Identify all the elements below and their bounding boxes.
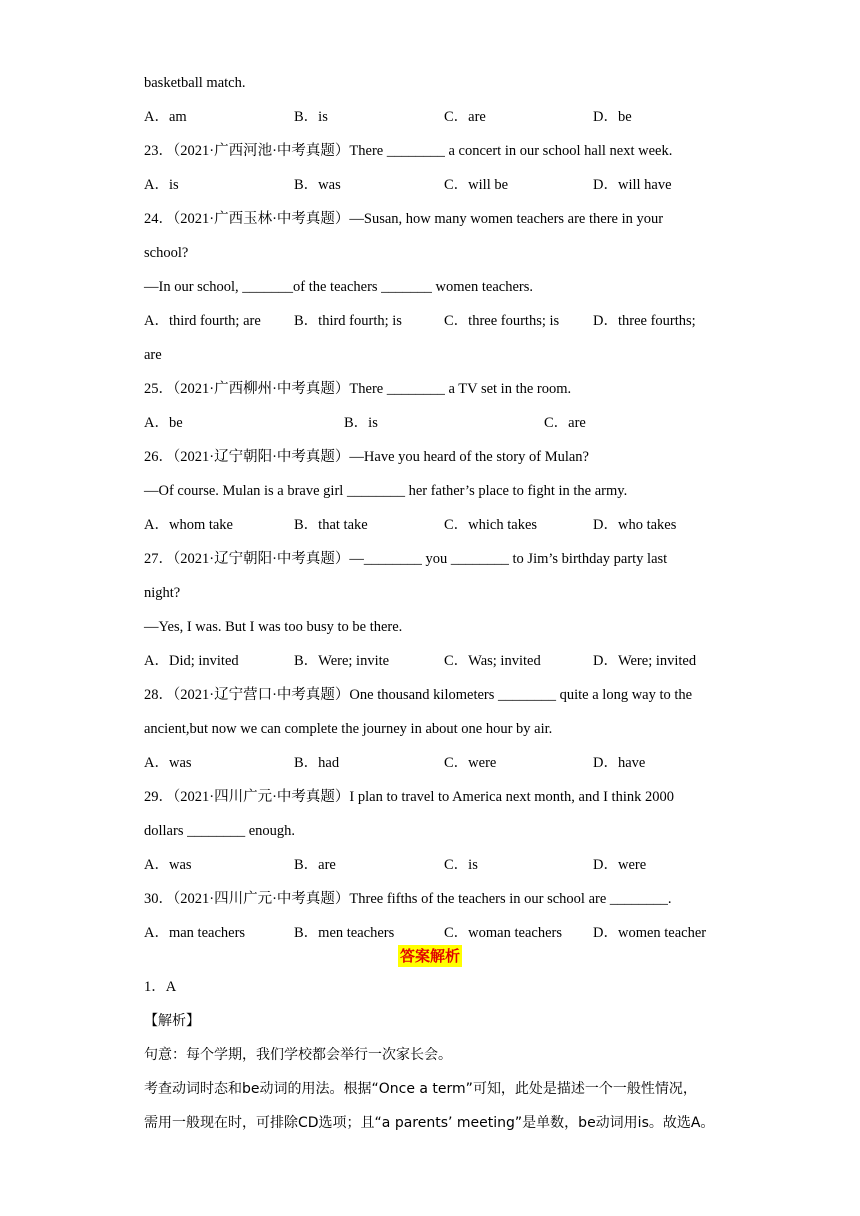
question-27: 27．（2021·辽宁朝阳·中考真题）—________ you ________ to Jim’s birthday party last	[144, 551, 668, 567]
option-c: C．is	[444, 857, 478, 873]
option-b: B．are	[294, 857, 336, 873]
option-c: C．which takes	[444, 517, 538, 533]
option-c: C．will be	[444, 177, 509, 193]
option-a: A．man teachers	[144, 925, 246, 941]
option-d: D．will have	[593, 177, 672, 193]
q27-options	[144, 644, 740, 678]
option-d: D．who takes	[593, 517, 677, 533]
option-b: B．had	[294, 755, 340, 771]
q22-continuation: basketball match.	[144, 75, 246, 91]
option-c: C．three fourths; is	[444, 313, 560, 329]
q23-options	[144, 168, 740, 202]
q26-options	[144, 508, 740, 542]
answer-section-banner	[0, 940, 860, 974]
option-b: B．is	[294, 109, 328, 125]
question-24-reply: —In our school, _______of the teachers _______ women teachers.	[144, 279, 533, 295]
option-b: B．is	[344, 415, 378, 431]
analysis-heading: 【解析】	[144, 1013, 200, 1029]
question-29-cont: dollars ________ enough.	[144, 823, 296, 839]
option-b: B．that take	[294, 517, 368, 533]
option-c: C．are	[544, 415, 586, 431]
question-26-reply: —Of course. Mulan is a brave girl ________ her father’s place to fight in the army.	[144, 483, 628, 499]
option-b: B．was	[294, 177, 341, 193]
option-b: B．third fourth; is	[294, 313, 402, 329]
option-a: A．Did; invited	[144, 653, 239, 669]
question-24: 24．（2021·广西玉林·中考真题）—Susan, how many women teachers are there in your	[144, 211, 664, 227]
option-d: D．be	[593, 109, 632, 125]
question-29: 29．（2021·四川广元·中考真题）I plan to travel to America next month, and I think 2000	[144, 789, 674, 805]
option-a: A．am	[144, 109, 187, 125]
option-a: A．whom take	[144, 517, 233, 533]
option-c: C．were	[444, 755, 497, 771]
option-c: C．are	[444, 109, 486, 125]
question-28: 28．（2021·辽宁营口·中考真题）One thousand kilometers ________ quite a long way to the	[144, 687, 693, 703]
option-d: D．Were; invited	[593, 653, 697, 669]
answer-1: 1．A	[144, 979, 177, 995]
option-a: A．was	[144, 857, 192, 873]
q24-options	[144, 304, 740, 338]
option-d: D．women teacher	[593, 925, 707, 941]
option-d: D．were	[593, 857, 647, 873]
option-d: D．have	[593, 755, 646, 771]
answer-banner-text: 答案解析	[399, 947, 460, 965]
q29-options	[144, 848, 740, 882]
question-25: 25．（2021·广西柳州·中考真题）There ________ a TV set in the room.	[144, 381, 572, 397]
option-a: A．is	[144, 177, 179, 193]
option-a: A．third fourth; are	[144, 313, 261, 329]
question-27-reply: —Yes, I was. But I was too busy to be there.	[144, 619, 403, 635]
q22-options	[144, 100, 740, 134]
question-26: 26．（2021·辽宁朝阳·中考真题）—Have you heard of the story of Mulan?	[144, 449, 589, 465]
question-27-cont: night?	[144, 585, 181, 601]
explanation-line-2: 需用一般现在时，可排除CD选项；且“a parents’ meeting”是单数，be动词用is。故选A。	[144, 1115, 715, 1131]
option-b: B．Were; invite	[294, 653, 390, 669]
question-30: 30．（2021·四川广元·中考真题）Three fifths of the teachers in our school are ________.	[144, 891, 672, 907]
option-b: B．men teachers	[294, 925, 395, 941]
q28-options	[144, 746, 740, 780]
option-c: C．woman teachers	[444, 925, 562, 941]
q24-option-d-cont: are	[144, 347, 162, 363]
q25-options	[144, 406, 740, 440]
option-a: A．was	[144, 755, 192, 771]
sentence-meaning: 句意：每个学期，我们学校都会举行一次家长会。	[144, 1047, 452, 1063]
option-c: C．Was; invited	[444, 653, 541, 669]
option-a: A．be	[144, 415, 183, 431]
question-23: 23．（2021·广西河池·中考真题）There ________ a concert in our school hall next week.	[144, 143, 673, 159]
option-d: D．three fourths;	[593, 313, 696, 329]
explanation-line-1: 考查动词时态和be动词的用法。根据“Once a term”可知，此处是描述一个一般性情况，	[144, 1081, 697, 1097]
question-24-cont: school?	[144, 245, 189, 261]
question-28-cont: ancient,but now we can complete the journey in about one hour by air.	[144, 721, 553, 737]
